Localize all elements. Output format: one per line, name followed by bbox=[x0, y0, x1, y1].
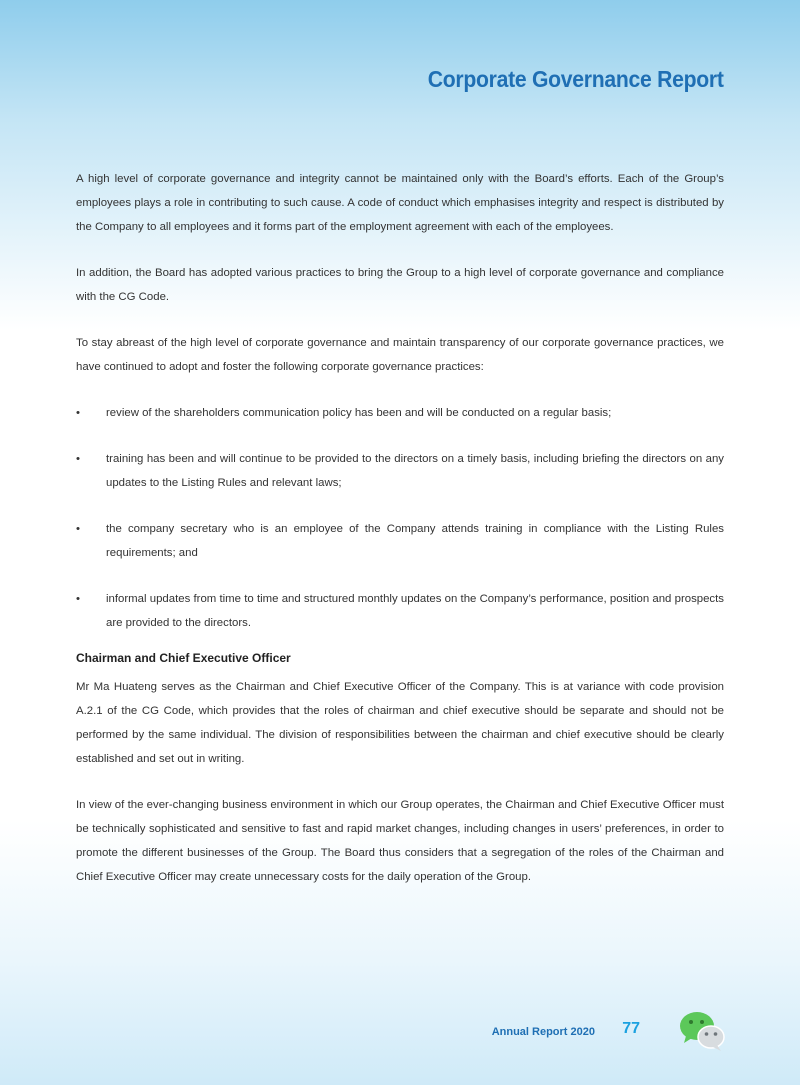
paragraph-business-environment: In view of the ever-changing business environment in which our Group operates, the Chairman and Chief Executive Officer must be technically sophisticated and sensitive to fast and rapid market changes, including changes in users’ preferences, in order to promote the different businesses of the Group. The Board thus considers that a segregation of the roles of the Chairman and Chief Executive Officer may create unnecessary costs for the daily operation of the Group. bbox=[76, 799, 724, 883]
bullet-icon: • bbox=[76, 407, 80, 419]
list-item-text: training has been and will continue to be provided to the directors on a timely basis, including briefing the directors on any updates to the Listing Rules and relevant laws; bbox=[106, 453, 724, 489]
spacer bbox=[76, 771, 724, 793]
list-item bbox=[76, 401, 724, 425]
bullet-icon: • bbox=[76, 453, 80, 465]
section-heading: Chairman and Chief Executive Officer bbox=[76, 651, 291, 665]
spacer bbox=[76, 379, 724, 401]
wechat-icon bbox=[677, 1010, 727, 1052]
list-item-text: the company secretary who is an employee of the Company attends training in compliance with the Listing Rules requirements; and bbox=[106, 523, 724, 559]
paragraph-code-of-conduct: A high level of corporate governance and integrity cannot be maintained only with the Board’s efforts. Each of the Group’s employees plays a role in contributing to such cause. A code of conduct which emphasises integrity and respect is distributed by the Company to all employees and it forms part of the employment agreement with each of the employees. bbox=[76, 173, 724, 233]
paragraph-board-practices: In addition, the Board has adopted various practices to bring the Group to a high level of corporate governance and compliance with the CG Code. bbox=[76, 267, 724, 303]
bullet-icon: • bbox=[76, 593, 80, 605]
spacer bbox=[76, 309, 724, 331]
report-name: Annual Report 2020 bbox=[491, 1026, 595, 1038]
page-number: 77 bbox=[622, 1020, 640, 1037]
bullet-icon: • bbox=[76, 523, 80, 535]
list-item bbox=[76, 447, 724, 495]
spacer bbox=[76, 239, 724, 261]
list-item-text: informal updates from time to time and structured monthly updates on the Company’s performance, position and prospects are provided to the directors. bbox=[106, 593, 724, 629]
list-item bbox=[76, 587, 724, 635]
paragraph-chairman-role: Mr Ma Huateng serves as the Chairman and Chief Executive Officer of the Company. This is at variance with code provision A.2.1 of the CG Code, which provides that the roles of chairman and chief executive should be separate and should not be performed by the same individual. The division of responsibilities between the chairman and chief executive should be clearly established and set out in writing. bbox=[76, 681, 724, 765]
practices-list bbox=[76, 401, 724, 635]
main-content bbox=[76, 167, 724, 889]
list-item bbox=[76, 517, 724, 565]
list-item-text: review of the shareholders communication policy has been and will be conducted on a regular basis; bbox=[106, 407, 612, 419]
paragraph-transparency: To stay abreast of the high level of corporate governance and maintain transparency of our corporate governance practices, we have continued to adopt and foster the following corporate governance practices: bbox=[76, 337, 724, 373]
page-title: Corporate Governance Report bbox=[428, 66, 724, 92]
